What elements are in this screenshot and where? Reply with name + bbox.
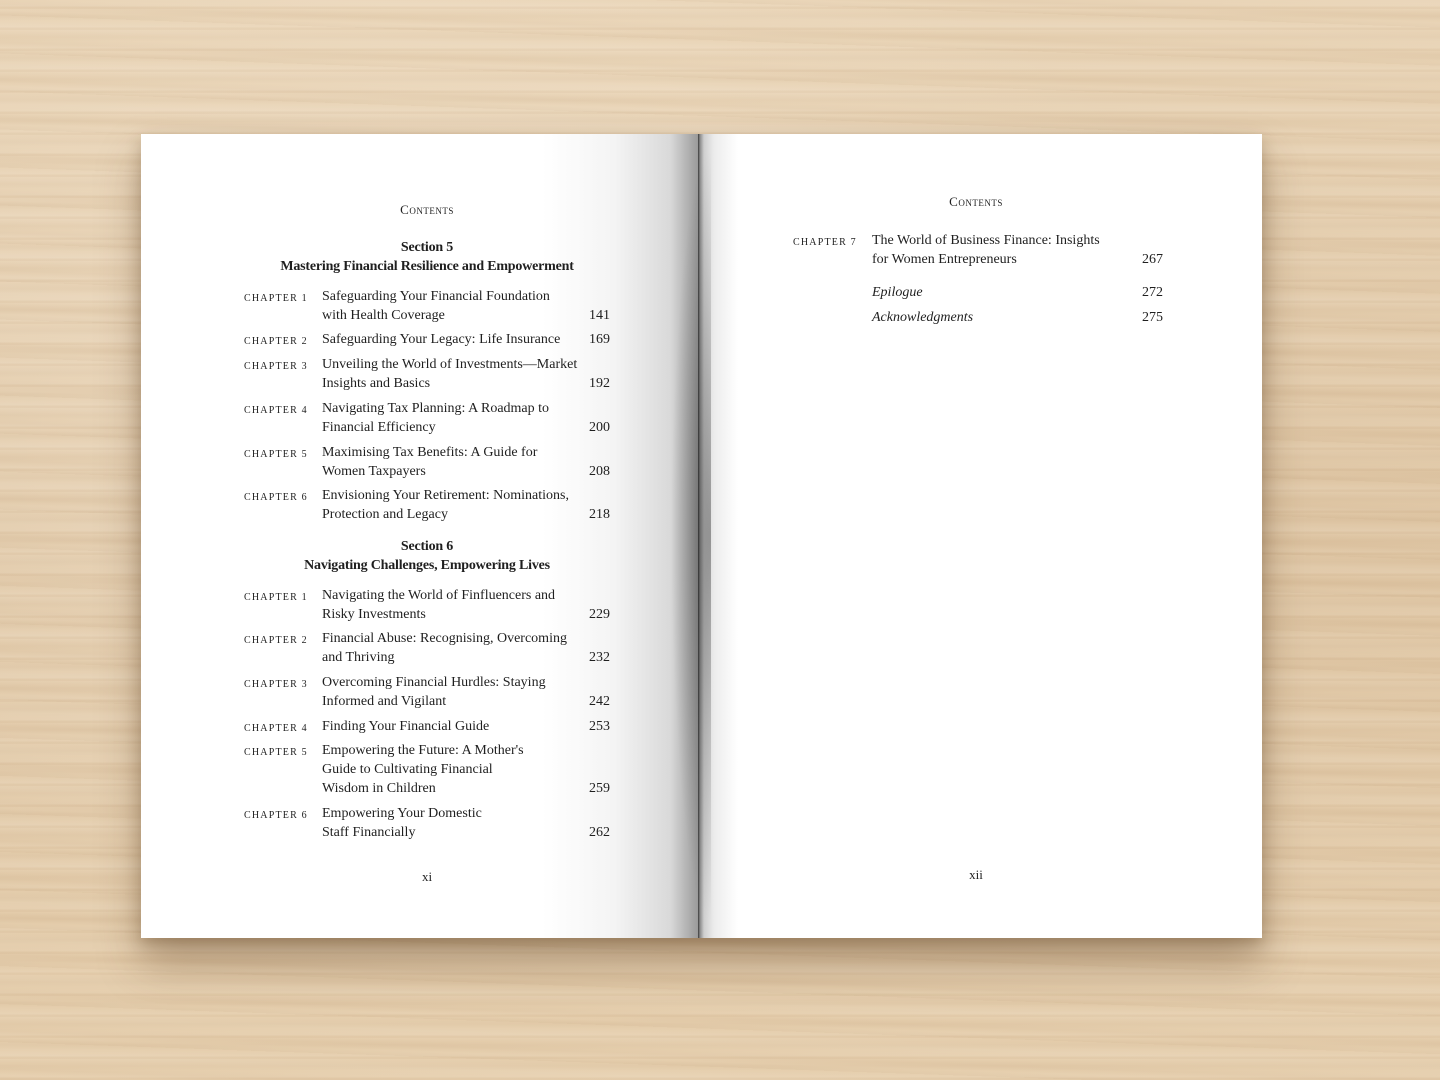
page-number: xi	[421, 869, 433, 884]
page-number: xii	[969, 867, 983, 882]
back-matter-title: Epilogue	[872, 285, 923, 300]
toc-entry	[244, 443, 610, 481]
chapter-label: CHAPTER 6	[244, 810, 308, 821]
back-matter-page-number: 275	[1142, 310, 1163, 325]
chapter-page-number: 141	[589, 308, 610, 323]
toc-entry	[244, 717, 610, 736]
section-heading: Section 5	[400, 240, 454, 255]
chapter-title: Finding Your Financial Guide	[322, 719, 490, 734]
section-subtitle: Navigating Challenges, Empowering Lives	[304, 558, 550, 573]
toc-entry	[244, 673, 610, 711]
toc-entry	[244, 330, 610, 349]
chapter-page-number: 169	[589, 332, 610, 347]
right-page	[698, 134, 1262, 938]
chapter-label: CHAPTER 7	[793, 237, 857, 248]
left-page	[141, 134, 698, 938]
chapter-page-number: 218	[589, 507, 610, 522]
chapter-page-number: 242	[589, 694, 610, 709]
chapter-label: CHAPTER 5	[244, 449, 308, 460]
chapter-title: Navigating the World of Finfluencers and Risky Investments	[322, 588, 556, 622]
chapter-page-number: 232	[589, 650, 610, 665]
chapter-title: Empowering Your Domestic Staff Financially	[322, 806, 482, 840]
chapter-title: Envisioning Your Retirement: Nominations, Protection and Legacy	[322, 488, 569, 522]
toc-entry	[793, 231, 1163, 269]
chapter-title: Unveiling the World of Investments—Market Insights and Basics	[322, 357, 578, 391]
running-head: Contents	[949, 194, 1003, 209]
chapter-page-number: 267	[1142, 252, 1163, 267]
chapter-label: CHAPTER 4	[244, 723, 308, 734]
chapter-title: Navigating Tax Planning: A Roadmap to Financial Efficiency	[322, 401, 550, 435]
chapter-label: CHAPTER 3	[244, 679, 308, 690]
chapter-page-number: 192	[589, 376, 610, 391]
chapter-label: CHAPTER 1	[244, 293, 308, 304]
back-matter-entry	[793, 308, 1163, 327]
toc-entry	[244, 399, 610, 437]
chapter-title: Financial Abuse: Recognising, Overcoming and Thriving	[322, 631, 567, 665]
chapter-page-number: 200	[589, 420, 610, 435]
chapter-label: CHAPTER 1	[244, 592, 308, 603]
section-subtitle: Mastering Financial Resilience and Empowerment	[280, 259, 574, 274]
back-matter-entry	[793, 283, 1163, 302]
chapter-label: CHAPTER 6	[244, 492, 308, 503]
chapter-label: CHAPTER 2	[244, 336, 308, 347]
chapter-page-number: 262	[589, 825, 610, 840]
back-matter-title: Acknowledgments	[872, 310, 974, 325]
chapter-page-number: 259	[589, 781, 610, 796]
toc-entry	[244, 287, 610, 325]
toc-entry	[244, 741, 610, 798]
toc-entry	[244, 586, 610, 624]
toc-entry	[244, 355, 610, 393]
chapter-title: Overcoming Financial Hurdles: Staying Informed and Vigilant	[322, 675, 546, 709]
chapter-label: CHAPTER 5	[244, 747, 308, 758]
chapter-title: Safeguarding Your Legacy: Life Insurance	[322, 332, 561, 347]
chapter-title: Safeguarding Your Financial Foundation with Health Coverage	[322, 289, 550, 323]
toc-entry	[244, 629, 610, 667]
chapter-title: The World of Business Finance: Insights for Women Entrepreneurs	[872, 233, 1100, 267]
chapter-title: Maximising Tax Benefits: A Guide for Women Taxpayers	[322, 445, 538, 479]
chapter-label: CHAPTER 2	[244, 635, 308, 646]
chapter-label: CHAPTER 3	[244, 361, 308, 372]
chapter-page-number: 208	[589, 464, 610, 479]
toc-entry	[244, 804, 610, 842]
chapter-title: Empowering the Future: A Mother's Guide to Cultivating Financial Wisdom in Children	[322, 743, 524, 796]
section-heading: Section 6	[400, 539, 454, 554]
running-head: Contents	[400, 202, 454, 217]
toc-entry	[244, 486, 610, 524]
open-book	[141, 134, 1262, 938]
chapter-label: CHAPTER 4	[244, 405, 308, 416]
chapter-page-number: 229	[589, 607, 610, 622]
back-matter-page-number: 272	[1142, 285, 1163, 300]
chapter-page-number: 253	[589, 719, 610, 734]
